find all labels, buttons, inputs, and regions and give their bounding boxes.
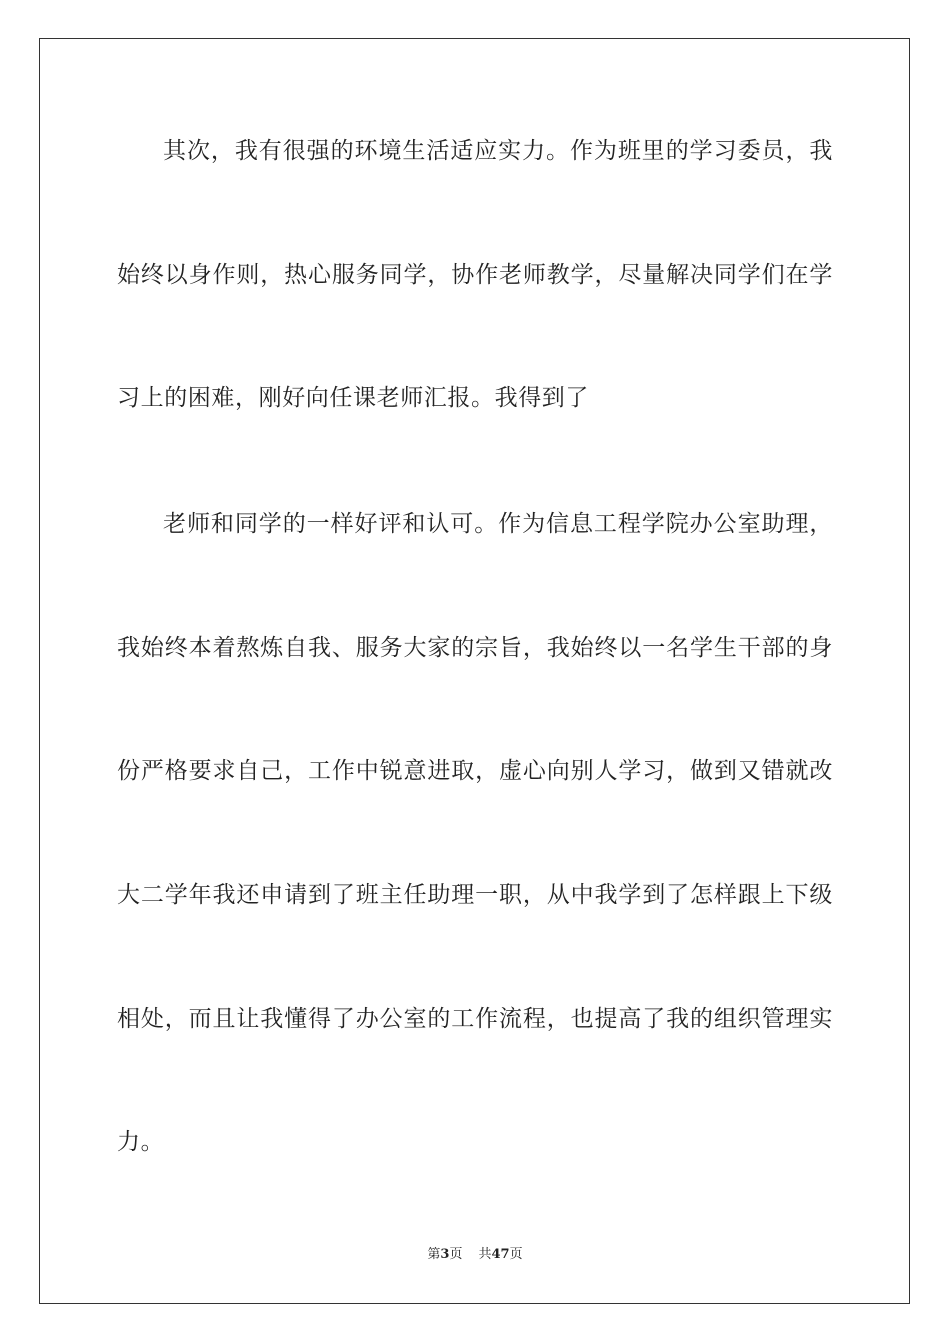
footer-page-suffix: 页 bbox=[449, 1247, 463, 1262]
paragraph-line-1: 其次，我有很强的环境生活适应实力。作为班里的学习委员，我 bbox=[163, 138, 833, 164]
paragraph-line-3: 习上的困难，刚好向任课老师汇报。我得到了 bbox=[117, 385, 589, 411]
paragraph-line-8: 相处，而且让我懂得了办公室的工作流程，也提高了我的组织管理实 bbox=[117, 1006, 833, 1032]
paragraph-line-9: 力。 bbox=[117, 1129, 165, 1155]
footer-total-prefix: 共 bbox=[478, 1247, 492, 1262]
footer-total-pages: 47 bbox=[491, 1247, 510, 1262]
footer-page-number: 3 bbox=[440, 1247, 450, 1262]
footer-page-prefix: 第 bbox=[427, 1247, 441, 1262]
paragraph-line-6: 份严格要求自己，工作中锐意进取，虚心向别人学习，做到又错就改 bbox=[117, 758, 833, 784]
paragraph-line-7: 大二学年我还申请到了班主任助理一职，从中我学到了怎样跟上下级 bbox=[117, 882, 833, 908]
paragraph-line-4: 老师和同学的一样好评和认可。作为信息工程学院办公室助理， bbox=[163, 511, 833, 537]
paragraph-line-5: 我始终本着熬炼自我、服务大家的宗旨，我始终以一名学生干部的身 bbox=[117, 635, 833, 661]
page-footer bbox=[0, 1246, 950, 1264]
footer-total-suffix: 页 bbox=[509, 1247, 523, 1262]
page-frame bbox=[39, 38, 910, 1304]
paragraph-line-2: 始终以身作则，热心服务同学，协作老师教学，尽量解决同学们在学 bbox=[117, 262, 833, 288]
